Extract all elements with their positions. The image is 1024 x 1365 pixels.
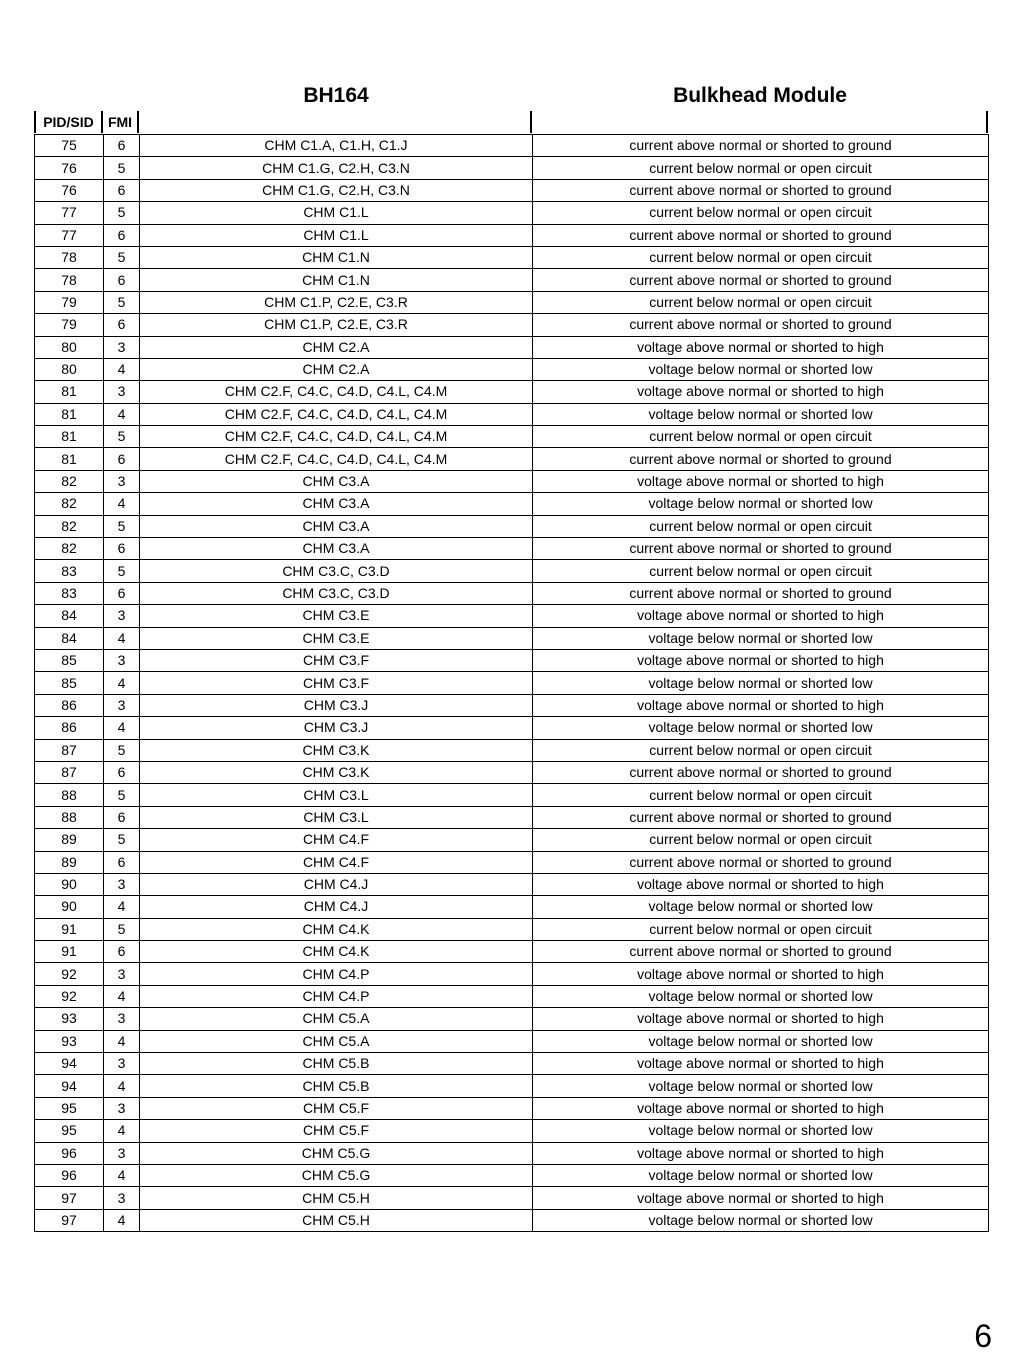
module-name-title: Bulkhead Module [673, 84, 847, 107]
fmi-cell: 3 [104, 1097, 140, 1119]
component-cell: CHM C3.J [140, 694, 533, 716]
component-cell: CHM C4.F [140, 829, 533, 851]
pid-sid-cell: 77 [35, 224, 104, 246]
fmi-cell: 4 [104, 1209, 140, 1231]
pid-sid-cell: 92 [35, 985, 104, 1007]
table-row [35, 739, 989, 761]
pid-sid-cell: 87 [35, 739, 104, 761]
table-row [35, 1142, 989, 1164]
pid-sid-cell: 95 [35, 1120, 104, 1142]
table-row [35, 560, 989, 582]
pid-sid-cell: 84 [35, 627, 104, 649]
description-cell: voltage below normal or shorted low [533, 358, 989, 380]
table-row [35, 381, 989, 403]
table-row [35, 605, 989, 627]
fmi-cell: 5 [104, 829, 140, 851]
description-cell: current below normal or open circuit [533, 157, 989, 179]
fmi-cell: 3 [104, 381, 140, 403]
fmi-cell: 3 [104, 336, 140, 358]
fmi-cell: 6 [104, 538, 140, 560]
component-cell: CHM C3.F [140, 672, 533, 694]
table-row [35, 851, 989, 873]
pid-sid-cell: 83 [35, 560, 104, 582]
component-cell: CHM C3.A [140, 470, 533, 492]
component-cell: CHM C5.B [140, 1053, 533, 1075]
pid-sid-header: PID/SID [34, 111, 103, 133]
component-cell: CHM C1.N [140, 246, 533, 268]
table-row [35, 1030, 989, 1052]
fmi-cell: 5 [104, 739, 140, 761]
component-cell: CHM C4.K [140, 941, 533, 963]
pid-sid-cell: 86 [35, 694, 104, 716]
description-header [532, 111, 988, 133]
description-cell: current above normal or shorted to ground [533, 179, 989, 201]
description-cell: voltage below normal or shorted low [533, 1209, 989, 1231]
fmi-cell: 6 [104, 179, 140, 201]
fmi-cell: 6 [104, 761, 140, 783]
table-row [35, 515, 989, 537]
table-row [35, 224, 989, 246]
component-cell: CHM C3.A [140, 515, 533, 537]
description-cell: current below normal or open circuit [533, 202, 989, 224]
fmi-cell: 4 [104, 627, 140, 649]
description-cell: current above normal or shorted to ground [533, 806, 989, 828]
component-cell: CHM C3.E [140, 605, 533, 627]
pid-sid-cell: 94 [35, 1075, 104, 1097]
pid-sid-cell: 80 [35, 336, 104, 358]
component-cell: CHM C1.L [140, 202, 533, 224]
description-cell: voltage above normal or shorted to high [533, 873, 989, 895]
pid-sid-cell: 82 [35, 538, 104, 560]
fmi-cell: 3 [104, 963, 140, 985]
component-cell: CHM C2.F, C4.C, C4.D, C4.L, C4.M [140, 403, 533, 425]
fmi-cell: 3 [104, 649, 140, 671]
fmi-cell: 4 [104, 358, 140, 380]
fmi-cell: 5 [104, 157, 140, 179]
description-cell: voltage below normal or shorted low [533, 1030, 989, 1052]
component-cell: CHM C1.L [140, 224, 533, 246]
description-cell: voltage below normal or shorted low [533, 672, 989, 694]
pid-sid-cell: 81 [35, 381, 104, 403]
fmi-cell: 5 [104, 918, 140, 940]
table-row [35, 538, 989, 560]
pid-sid-cell: 88 [35, 784, 104, 806]
component-cell: CHM C5.F [140, 1097, 533, 1119]
fmi-cell: 5 [104, 426, 140, 448]
component-cell: CHM C2.F, C4.C, C4.D, C4.L, C4.M [140, 381, 533, 403]
component-cell: CHM C1.G, C2.H, C3.N [140, 157, 533, 179]
description-cell: voltage below normal or shorted low [533, 627, 989, 649]
component-cell: CHM C3.E [140, 627, 533, 649]
fmi-cell: 6 [104, 448, 140, 470]
table-row [35, 246, 989, 268]
description-cell: voltage above normal or shorted to high [533, 963, 989, 985]
component-cell: CHM C2.A [140, 358, 533, 380]
description-cell: voltage above normal or shorted to high [533, 1053, 989, 1075]
table-row [35, 1209, 989, 1231]
page-number: 6 [974, 1318, 992, 1354]
fmi-cell: 3 [104, 694, 140, 716]
component-cell: CHM C2.F, C4.C, C4.D, C4.L, C4.M [140, 426, 533, 448]
table-row [35, 896, 989, 918]
description-cell: current above normal or shorted to ground [533, 941, 989, 963]
component-cell: CHM C4.P [140, 985, 533, 1007]
table-row [35, 694, 989, 716]
description-cell: current above normal or shorted to ground [533, 761, 989, 783]
pid-sid-cell: 75 [35, 135, 104, 157]
component-cell: CHM C1.G, C2.H, C3.N [140, 179, 533, 201]
description-cell: current below normal or open circuit [533, 426, 989, 448]
table-row [35, 493, 989, 515]
description-cell: current above normal or shorted to ground [533, 851, 989, 873]
table-row [35, 582, 989, 604]
fmi-cell: 3 [104, 1053, 140, 1075]
component-cell: CHM C5.G [140, 1164, 533, 1186]
description-cell: voltage above normal or shorted to high [533, 381, 989, 403]
fmi-cell: 3 [104, 1008, 140, 1030]
pid-sid-cell: 97 [35, 1187, 104, 1209]
table-row [35, 1164, 989, 1186]
table-row [35, 202, 989, 224]
component-cell: CHM C3.F [140, 649, 533, 671]
fmi-cell: 6 [104, 851, 140, 873]
table-row [35, 470, 989, 492]
table-row [35, 291, 989, 313]
fmi-cell: 4 [104, 1120, 140, 1142]
pid-sid-cell: 81 [35, 448, 104, 470]
table-row [35, 1120, 989, 1142]
component-cell: CHM C5.H [140, 1187, 533, 1209]
pid-sid-cell: 78 [35, 269, 104, 291]
fmi-cell: 4 [104, 672, 140, 694]
description-cell: voltage below normal or shorted low [533, 896, 989, 918]
table-row [35, 985, 989, 1007]
table-row [35, 336, 989, 358]
pid-sid-cell: 92 [35, 963, 104, 985]
pid-sid-cell: 93 [35, 1030, 104, 1052]
fmi-cell: 6 [104, 314, 140, 336]
fmi-cell: 6 [104, 806, 140, 828]
description-cell: voltage below normal or shorted low [533, 493, 989, 515]
fmi-cell: 5 [104, 515, 140, 537]
component-cell: CHM C2.F, C4.C, C4.D, C4.L, C4.M [140, 448, 533, 470]
pid-sid-cell: 89 [35, 851, 104, 873]
description-cell: current above normal or shorted to ground [533, 135, 989, 157]
fmi-cell: 3 [104, 1187, 140, 1209]
component-cell: CHM C3.K [140, 761, 533, 783]
component-header [139, 111, 532, 133]
pid-sid-cell: 84 [35, 605, 104, 627]
description-cell: current below normal or open circuit [533, 918, 989, 940]
table-row [35, 806, 989, 828]
component-cell: CHM C5.H [140, 1209, 533, 1231]
pid-sid-cell: 86 [35, 717, 104, 739]
pid-sid-cell: 90 [35, 873, 104, 895]
description-cell: voltage above normal or shorted to high [533, 1008, 989, 1030]
table-row [35, 761, 989, 783]
description-cell: current below normal or open circuit [533, 560, 989, 582]
description-cell: voltage above normal or shorted to high [533, 694, 989, 716]
table-row [35, 157, 989, 179]
component-cell: CHM C1.A, C1.H, C1.J [140, 135, 533, 157]
fmi-cell: 5 [104, 291, 140, 313]
pid-sid-cell: 94 [35, 1053, 104, 1075]
description-cell: voltage above normal or shorted to high [533, 1142, 989, 1164]
pid-sid-cell: 88 [35, 806, 104, 828]
component-cell: CHM C2.A [140, 336, 533, 358]
pid-sid-cell: 82 [35, 515, 104, 537]
pid-sid-cell: 85 [35, 672, 104, 694]
table-row [35, 1097, 989, 1119]
table-row [35, 963, 989, 985]
table-row [35, 672, 989, 694]
fmi-cell: 5 [104, 246, 140, 268]
table-row [35, 829, 989, 851]
pid-sid-cell: 87 [35, 761, 104, 783]
component-cell: CHM C5.G [140, 1142, 533, 1164]
description-cell: voltage below normal or shorted low [533, 1164, 989, 1186]
description-cell: current above normal or shorted to ground [533, 269, 989, 291]
pid-sid-cell: 76 [35, 157, 104, 179]
table-row [35, 358, 989, 380]
table-row [35, 403, 989, 425]
fmi-cell: 4 [104, 985, 140, 1007]
fmi-cell: 6 [104, 269, 140, 291]
table-row [35, 448, 989, 470]
component-cell: CHM C3.L [140, 806, 533, 828]
description-cell: current above normal or shorted to ground [533, 538, 989, 560]
fmi-cell: 3 [104, 470, 140, 492]
description-cell: current above normal or shorted to ground [533, 224, 989, 246]
pid-sid-cell: 89 [35, 829, 104, 851]
component-cell: CHM C5.A [140, 1030, 533, 1052]
table-row [35, 1187, 989, 1209]
description-cell: voltage above normal or shorted to high [533, 1187, 989, 1209]
description-cell: voltage above normal or shorted to high [533, 605, 989, 627]
component-cell: CHM C5.F [140, 1120, 533, 1142]
component-cell: CHM C3.K [140, 739, 533, 761]
table-row [35, 314, 989, 336]
fmi-cell: 4 [104, 493, 140, 515]
fault-code-table [34, 134, 989, 1232]
table-row [35, 426, 989, 448]
description-cell: current below normal or open circuit [533, 246, 989, 268]
component-cell: CHM C1.P, C2.E, C3.R [140, 314, 533, 336]
component-cell: CHM C4.J [140, 873, 533, 895]
table-row [35, 1075, 989, 1097]
pid-sid-cell: 81 [35, 426, 104, 448]
pid-sid-cell: 79 [35, 314, 104, 336]
module-code-title: BH164 [303, 84, 369, 107]
description-cell: current below normal or open circuit [533, 739, 989, 761]
table-header [34, 111, 988, 133]
description-cell: voltage below normal or shorted low [533, 985, 989, 1007]
fmi-cell: 4 [104, 1164, 140, 1186]
pid-sid-cell: 76 [35, 179, 104, 201]
fmi-cell: 5 [104, 784, 140, 806]
component-cell: CHM C3.L [140, 784, 533, 806]
table-row [35, 1008, 989, 1030]
fmi-cell: 6 [104, 941, 140, 963]
component-cell: CHM C3.A [140, 538, 533, 560]
fmi-header: FMI [103, 111, 139, 133]
component-cell: CHM C3.C, C3.D [140, 582, 533, 604]
fmi-cell: 4 [104, 1030, 140, 1052]
table-row [35, 179, 989, 201]
component-cell: CHM C3.C, C3.D [140, 560, 533, 582]
pid-sid-cell: 96 [35, 1142, 104, 1164]
description-cell: current below normal or open circuit [533, 784, 989, 806]
table-row [35, 649, 989, 671]
pid-sid-cell: 97 [35, 1209, 104, 1231]
component-cell: CHM C5.A [140, 1008, 533, 1030]
component-cell: CHM C4.F [140, 851, 533, 873]
pid-sid-cell: 93 [35, 1008, 104, 1030]
description-cell: voltage below normal or shorted low [533, 1120, 989, 1142]
pid-sid-cell: 91 [35, 941, 104, 963]
pid-sid-cell: 80 [35, 358, 104, 380]
table-row [35, 1053, 989, 1075]
pid-sid-cell: 90 [35, 896, 104, 918]
table-row [35, 873, 989, 895]
description-cell: voltage above normal or shorted to high [533, 470, 989, 492]
pid-sid-cell: 82 [35, 493, 104, 515]
component-cell: CHM C3.J [140, 717, 533, 739]
table-row [35, 918, 989, 940]
fmi-cell: 4 [104, 403, 140, 425]
fmi-cell: 3 [104, 605, 140, 627]
table-row [35, 941, 989, 963]
table-row [35, 717, 989, 739]
component-cell: CHM C4.K [140, 918, 533, 940]
pid-sid-cell: 81 [35, 403, 104, 425]
pid-sid-cell: 96 [35, 1164, 104, 1186]
description-cell: voltage above normal or shorted to high [533, 1097, 989, 1119]
component-cell: CHM C4.J [140, 896, 533, 918]
description-cell: current above normal or shorted to ground [533, 448, 989, 470]
fmi-cell: 6 [104, 224, 140, 246]
table-row [35, 135, 989, 157]
description-cell: voltage below normal or shorted low [533, 1075, 989, 1097]
component-cell: CHM C1.P, C2.E, C3.R [140, 291, 533, 313]
pid-sid-cell: 77 [35, 202, 104, 224]
pid-sid-cell: 79 [35, 291, 104, 313]
description-cell: voltage below normal or shorted low [533, 403, 989, 425]
description-cell: current below normal or open circuit [533, 291, 989, 313]
description-cell: current above normal or shorted to ground [533, 582, 989, 604]
description-cell: current below normal or open circuit [533, 515, 989, 537]
fmi-cell: 6 [104, 135, 140, 157]
table-row [35, 784, 989, 806]
fmi-cell: 3 [104, 1142, 140, 1164]
pid-sid-cell: 85 [35, 649, 104, 671]
pid-sid-cell: 82 [35, 470, 104, 492]
fmi-cell: 6 [104, 582, 140, 604]
pid-sid-cell: 95 [35, 1097, 104, 1119]
pid-sid-cell: 91 [35, 918, 104, 940]
fmi-cell: 5 [104, 560, 140, 582]
description-cell: current below normal or open circuit [533, 829, 989, 851]
table-row [35, 269, 989, 291]
table-row [35, 627, 989, 649]
pid-sid-cell: 83 [35, 582, 104, 604]
fmi-cell: 3 [104, 873, 140, 895]
description-cell: current above normal or shorted to ground [533, 314, 989, 336]
component-cell: CHM C3.A [140, 493, 533, 515]
description-cell: voltage below normal or shorted low [533, 717, 989, 739]
description-cell: voltage above normal or shorted to high [533, 649, 989, 671]
component-cell: CHM C1.N [140, 269, 533, 291]
fmi-cell: 4 [104, 896, 140, 918]
component-cell: CHM C4.P [140, 963, 533, 985]
fmi-cell: 4 [104, 717, 140, 739]
fmi-cell: 4 [104, 1075, 140, 1097]
pid-sid-cell: 78 [35, 246, 104, 268]
table-body [35, 135, 989, 1232]
description-cell: voltage above normal or shorted to high [533, 336, 989, 358]
component-cell: CHM C5.B [140, 1075, 533, 1097]
fmi-cell: 5 [104, 202, 140, 224]
